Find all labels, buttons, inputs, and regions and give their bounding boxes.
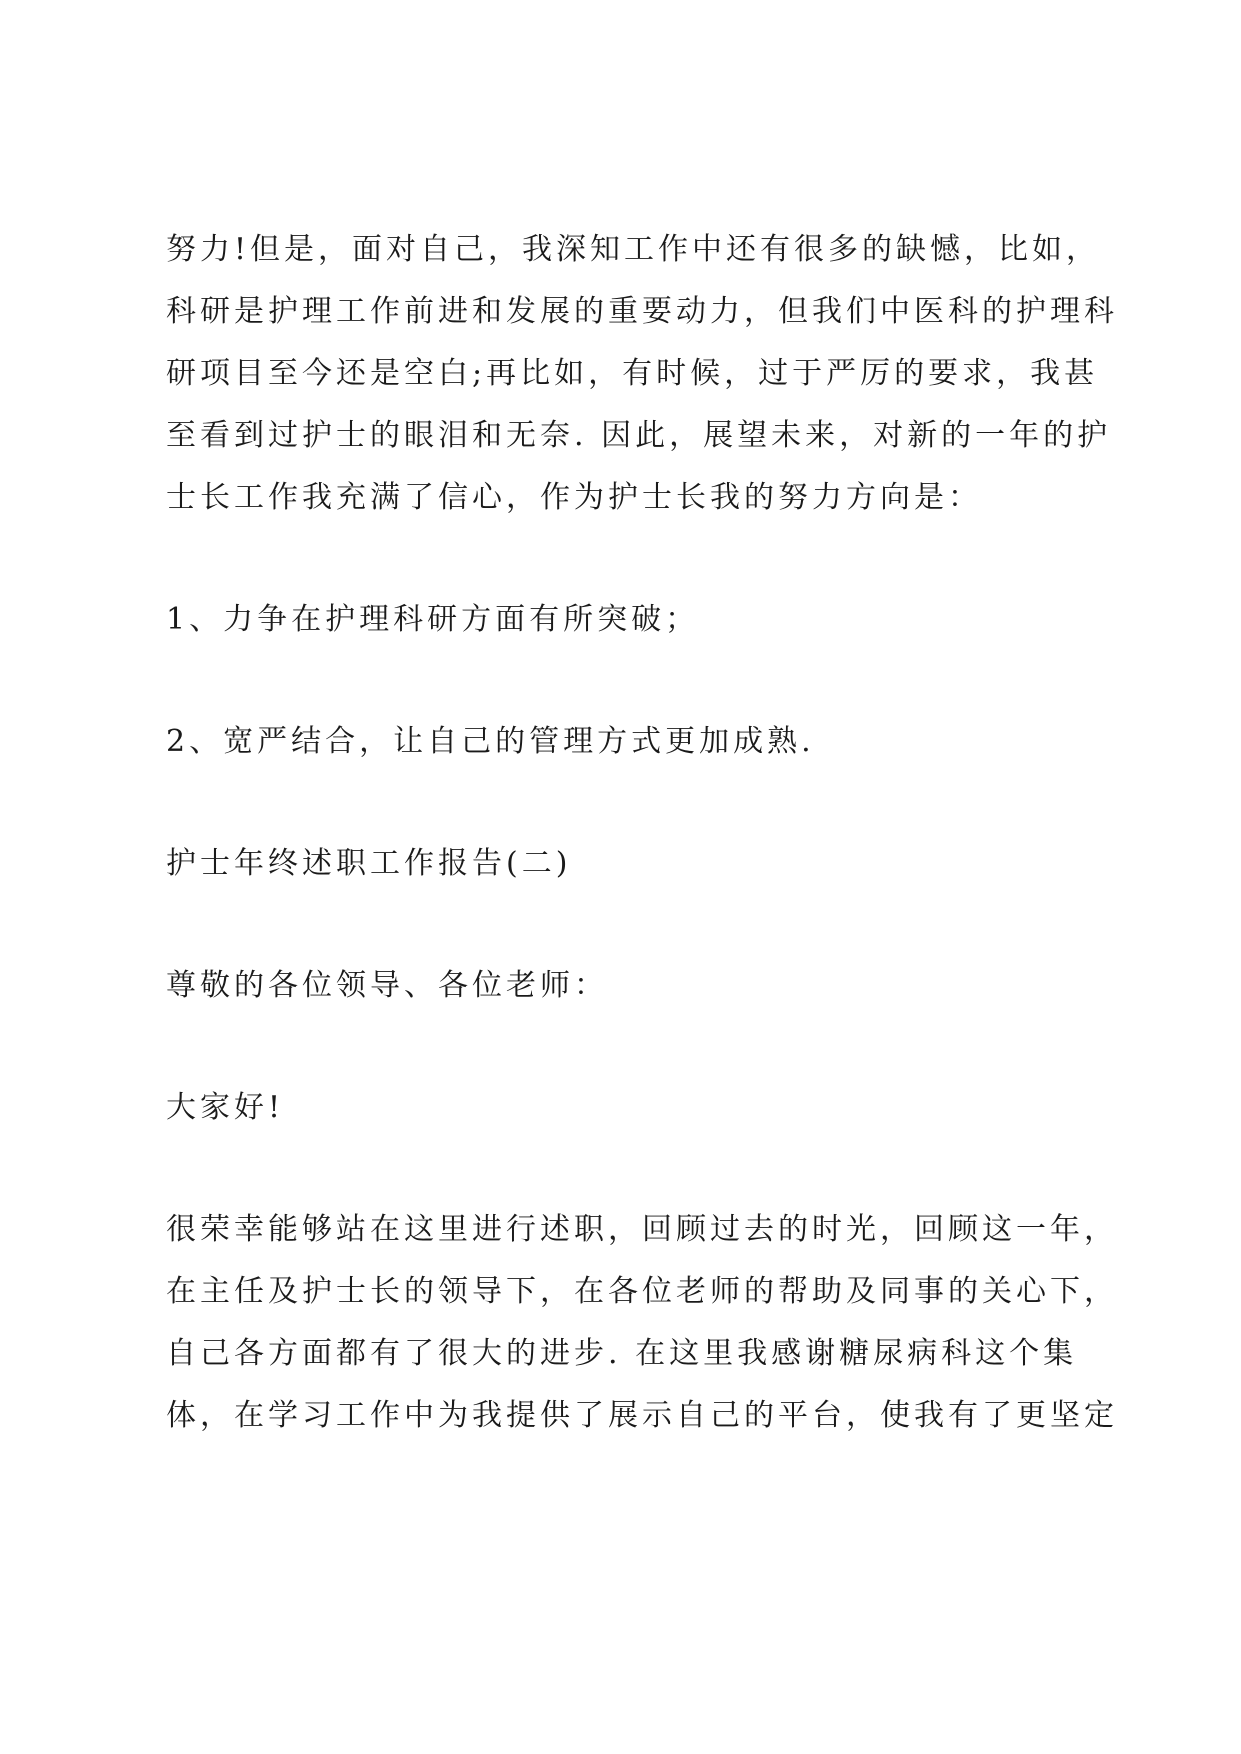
- paragraph-line: 研项目至今还是空白;再比如，有时候，过于严厉的要求，我甚: [166, 356, 1099, 391]
- list-item-2: 2、宽严结合，让自己的管理方式更加成熟.: [166, 724, 815, 759]
- greeting: 大家好!: [166, 1090, 285, 1125]
- paragraph-line: 在主任及护士长的领导下，在各位老师的帮助及同事的关心下，: [166, 1274, 1118, 1309]
- paragraph-line: 至看到过护士的眼泪和无奈. 因此，展望未来，对新的一年的护: [166, 418, 1112, 453]
- paragraph-line: 自己各方面都有了很大的进步. 在这里我感谢糖尿病科这个集: [166, 1336, 1078, 1371]
- paragraph-line: 很荣幸能够站在这里进行述职，回顾过去的时光，回顾这一年，: [166, 1212, 1118, 1247]
- paragraph-line: 体，在学习工作中为我提供了展示自己的平台，使我有了更坚定: [166, 1398, 1118, 1433]
- section-title: 护士年终述职工作报告(二): [166, 846, 572, 881]
- paragraph-line: 士长工作我充满了信心，作为护士长我的努力方向是：: [166, 480, 982, 515]
- paragraph-line: 科研是护理工作前进和发展的重要动力，但我们中医科的护理科: [166, 294, 1118, 329]
- list-item-1: 1、力争在护理科研方面有所突破；: [166, 602, 700, 637]
- paragraph-line: 努力!但是，面对自己，我深知工作中还有很多的缺憾，比如，: [166, 232, 1101, 267]
- salutation: 尊敬的各位领导、各位老师：: [166, 968, 608, 1003]
